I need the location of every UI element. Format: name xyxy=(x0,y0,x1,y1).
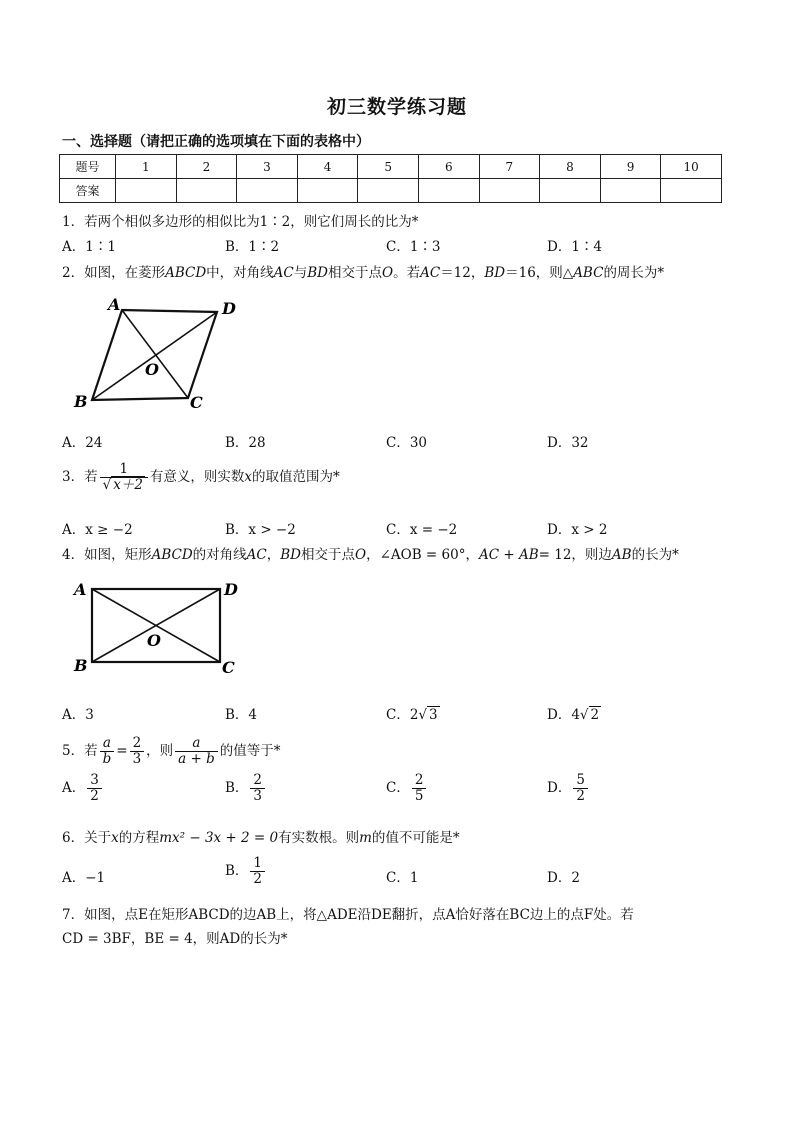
diagonal-ac xyxy=(122,310,188,398)
q6-text: 的方程 xyxy=(118,830,160,846)
q3-radicand: x＋2 xyxy=(113,477,143,493)
q2-math: ABC xyxy=(573,265,604,281)
q6-option-numerator: 1 xyxy=(253,855,263,871)
q4-math: AB xyxy=(611,547,632,563)
q5-fraction-1 xyxy=(100,736,115,767)
q6-option-b xyxy=(225,856,267,887)
q1-option-a: A．1∶1 xyxy=(62,239,116,255)
q5-option-fraction xyxy=(87,773,102,804)
q2-text: 与 xyxy=(293,265,308,281)
vertex-label-a: A xyxy=(108,295,121,314)
q5-text: 的值等于* xyxy=(219,743,281,759)
answer-cell[interactable] xyxy=(600,179,661,203)
q4-option-c-label: C．2 xyxy=(386,707,419,723)
vertex-label-o: O xyxy=(145,360,159,379)
q4-option-d-label: D．4 xyxy=(547,707,580,723)
q4-text: 4．如图，矩形 xyxy=(62,547,152,563)
answer-cell[interactable] xyxy=(116,179,177,203)
question-number-cell: 3 xyxy=(237,155,298,179)
q2-text: ＝12， xyxy=(440,265,485,281)
rhombus-figure xyxy=(70,292,250,417)
q5-text: ，则 xyxy=(146,743,174,759)
q5-denominator: 3 xyxy=(130,751,145,767)
q1-option-b: B．1∶2 xyxy=(225,239,280,255)
q2-option-b: B．28 xyxy=(225,435,266,451)
q5-option-fraction xyxy=(412,773,427,804)
q5-option-d xyxy=(547,773,590,804)
q4-option-d: D．4√ 2 xyxy=(547,707,600,723)
q2-text: 相交于点 xyxy=(328,265,383,281)
question-number-cell: 8 xyxy=(540,155,601,179)
question-number-cell: 7 xyxy=(479,155,540,179)
question-7-line-1: 7．如图，点E在矩形ABCD的边AB上，将△ADE沿DE翻折，点A恰好落在BC边上的点F处。若 xyxy=(62,907,634,923)
q5-numerator: a xyxy=(192,735,201,751)
q1-option-d: D．1∶4 xyxy=(547,239,603,255)
table-row xyxy=(60,155,722,179)
q6-option-denominator: 2 xyxy=(250,871,265,887)
answer-cell[interactable] xyxy=(297,179,358,203)
q5-option-label: C． xyxy=(386,780,410,796)
q5-option-denominator: 2 xyxy=(573,788,588,804)
table-row-label: 题号 xyxy=(60,155,116,179)
q5-denominator: b xyxy=(100,751,115,767)
q2-math: BD xyxy=(484,265,506,281)
answer-cell[interactable] xyxy=(418,179,479,203)
question-5-text xyxy=(62,736,281,767)
q3-option-b: B．x > −2 xyxy=(225,522,296,538)
q6-text: 有实数根。则 xyxy=(278,830,360,846)
question-7-line-2: CD = 3BF，BE = 4，则AD的长为* xyxy=(62,931,288,947)
question-number-cell: 9 xyxy=(600,155,661,179)
q4-option-b: B．4 xyxy=(225,707,258,723)
q5-option-denominator: 2 xyxy=(87,788,102,804)
answer-table xyxy=(59,154,722,203)
q5-option-label: B． xyxy=(225,780,249,796)
question-2-text xyxy=(62,261,664,281)
vertex-label-o: O xyxy=(147,631,161,650)
table-row xyxy=(60,179,722,203)
q4-option-a: A．3 xyxy=(62,707,94,723)
q2-option-d: D．32 xyxy=(547,435,589,451)
q3-option-a: A．x ≥ −2 xyxy=(62,522,133,538)
question-number-cell: 4 xyxy=(297,155,358,179)
q4-text: ， xyxy=(266,547,281,563)
vertex-label-c: C xyxy=(222,658,235,677)
q2-text: 2．如图，在菱形 xyxy=(62,265,166,281)
q4-text: 相交于点 xyxy=(301,547,356,563)
question-number-cell: 10 xyxy=(661,155,722,179)
answer-cell[interactable] xyxy=(661,179,722,203)
q5-option-numerator: 5 xyxy=(576,772,585,788)
q5-option-fraction xyxy=(250,773,265,804)
section-heading: 一、选择题（请把正确的选项填在下面的表格中） xyxy=(62,134,370,150)
q5-option-a xyxy=(62,773,104,804)
q2-option-a: A．24 xyxy=(62,435,103,451)
q2-text: ＝16，则△ xyxy=(505,265,574,281)
q5-option-denominator: 5 xyxy=(412,788,427,804)
q6-option-c: C．1 xyxy=(386,870,419,886)
rectangle-figure xyxy=(66,573,256,685)
q2-text: 。若 xyxy=(393,265,421,281)
answer-cell[interactable] xyxy=(479,179,540,203)
q4-math: AC xyxy=(246,547,267,563)
q4-math: O xyxy=(355,547,367,563)
q4-option-c: C．2√ 3 xyxy=(386,707,438,723)
q5-option-numerator: 3 xyxy=(90,772,99,788)
q3-option-c: C．x = −2 xyxy=(386,522,458,538)
vertex-label-d: D xyxy=(224,580,238,599)
q4-text: 的长为* xyxy=(631,547,679,563)
q3-denominator: √ x＋2 xyxy=(100,477,148,493)
q6-option-a: A．−1 xyxy=(62,870,106,886)
q5-option-denominator: 3 xyxy=(250,788,265,804)
q2-math: AC xyxy=(420,265,441,281)
q3-math: x xyxy=(244,469,253,485)
question-number-cell: 6 xyxy=(418,155,479,179)
q5-option-fraction xyxy=(573,773,588,804)
q5-option-b xyxy=(225,773,267,804)
question-4-text xyxy=(62,543,679,563)
q4-option-d-radicand: 2 xyxy=(590,707,600,723)
vertex-label-b: B xyxy=(74,392,88,411)
q6-math: m xyxy=(359,830,372,846)
q2-option-c: C．30 xyxy=(386,435,428,451)
q4-math: ABCD xyxy=(151,547,193,563)
q4-text: = 12，则边 xyxy=(538,547,612,563)
q6-equation: mx² − 3x + 2 = 0 xyxy=(159,830,279,846)
q6-text: 6．关于 xyxy=(62,830,112,846)
answer-cell[interactable] xyxy=(176,179,237,203)
table-row-label: 答案 xyxy=(60,179,116,203)
q5-numerator: a xyxy=(102,735,111,751)
q6-text: 的值不可能是* xyxy=(371,830,460,846)
answer-cell[interactable] xyxy=(237,179,298,203)
q4-text: 的对角线 xyxy=(192,547,247,563)
question-3-text xyxy=(62,462,340,493)
q5-denominator: a + b xyxy=(175,751,218,767)
vertex-label-a: A xyxy=(74,580,87,599)
question-number-cell: 1 xyxy=(116,155,177,179)
q5-option-numerator: 2 xyxy=(253,772,263,788)
q2-text: 的周长为* xyxy=(603,265,665,281)
q5-option-label: D． xyxy=(547,780,572,796)
q3-text: 有意义，则实数 xyxy=(149,469,245,485)
q6-option-label: B． xyxy=(225,863,249,879)
q5-fraction-2 xyxy=(130,736,145,767)
vertex-label-d: D xyxy=(222,299,236,318)
q4-text: ，∠AOB = 60°， xyxy=(366,547,479,563)
q4-math: AC + AB xyxy=(478,547,539,563)
q5-fraction-3 xyxy=(175,736,218,767)
q3-option-d: D．x > 2 xyxy=(547,522,608,538)
q2-text: 中，对角线 xyxy=(206,265,274,281)
q1-option-c: C．1∶3 xyxy=(386,239,441,255)
diagonal-bd xyxy=(92,312,217,400)
q2-math: BD xyxy=(307,265,329,281)
q2-math: AC xyxy=(273,265,294,281)
q4-option-c-radicand: 3 xyxy=(429,707,438,723)
answer-cell[interactable] xyxy=(540,179,601,203)
q3-numerator: 1 xyxy=(119,461,129,477)
question-1-text: 1．若两个相似多边形的相似比为1∶2，则它们周长的比为* xyxy=(62,214,419,230)
vertex-label-b: B xyxy=(74,656,88,675)
q6-math: x xyxy=(111,830,119,846)
q5-option-numerator: 2 xyxy=(414,772,424,788)
q4-math: BD xyxy=(280,547,302,563)
page-title: 初三数学练习题 xyxy=(326,96,467,118)
question-6-text xyxy=(62,826,460,846)
q5-option-label: A． xyxy=(62,780,86,796)
q5-equals: = xyxy=(116,743,128,759)
q6-option-d: D．2 xyxy=(547,870,580,886)
q3-text: 的取值范围为* xyxy=(252,469,340,485)
q2-math: O xyxy=(382,265,394,281)
q6-option-fraction xyxy=(250,856,265,887)
q3-text: 3．若 xyxy=(62,469,98,485)
q2-math: ABCD xyxy=(165,265,207,281)
vertex-label-c: C xyxy=(190,393,203,412)
q5-option-c xyxy=(386,773,428,804)
q3-fraction xyxy=(100,462,148,493)
question-number-cell: 2 xyxy=(176,155,237,179)
answer-cell[interactable] xyxy=(358,179,419,203)
q5-numerator: 2 xyxy=(132,735,142,751)
question-number-cell: 5 xyxy=(358,155,419,179)
q5-text: 5．若 xyxy=(62,743,98,759)
